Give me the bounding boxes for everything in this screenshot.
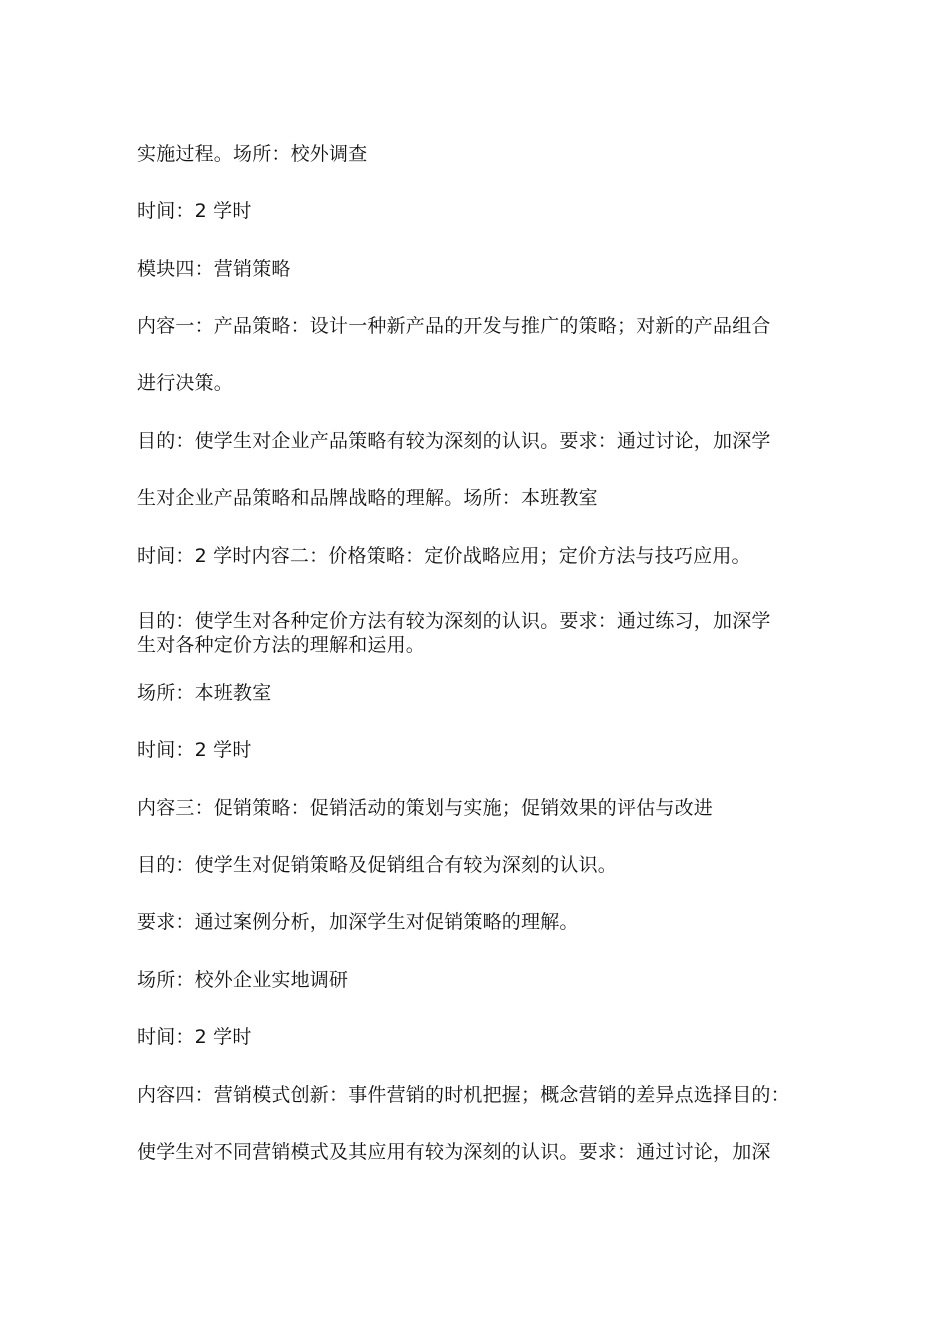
paragraph-line: 时间：2 学时 bbox=[137, 1026, 252, 1048]
paragraph-line: 生对企业产品策略和品牌战略的理解。场所：本班教室 bbox=[137, 487, 598, 509]
paragraph-line: 时间：2 学时 bbox=[137, 739, 252, 761]
paragraph-line: 使学生对不同营销模式及其应用有较为深刻的认识。要求：通过讨论，加深 bbox=[137, 1141, 771, 1163]
paragraph-line: 场所：校外企业实地调研 bbox=[137, 969, 349, 991]
paragraph-line: 目的：使学生对促销策略及促销组合有较为深刻的认识。 bbox=[137, 854, 618, 876]
paragraph-line: 场所：本班教室 bbox=[137, 682, 272, 704]
paragraph-line: 生对各种定价方法的理解和运用。 bbox=[137, 634, 426, 656]
paragraph-line: 进行决策。 bbox=[137, 372, 234, 394]
paragraph-line: 内容一：产品策略：设计一种新产品的开发与推广的策略；对新的产品组合 bbox=[137, 315, 771, 337]
paragraph-line: 内容三：促销策略：促销活动的策划与实施；促销效果的评估与改进 bbox=[137, 797, 714, 819]
paragraph-line: 模块四：营销策略 bbox=[137, 258, 291, 280]
paragraph-line: 内容四：营销模式创新：事件营销的时机把握；概念营销的差异点选择目的： bbox=[137, 1084, 790, 1106]
paragraph-line: 时间：2 学时内容二：价格策略：定价战略应用；定价方法与技巧应用。 bbox=[137, 545, 751, 567]
paragraph-line: 目的：使学生对各种定价方法有较为深刻的认识。要求：通过练习，加深学 bbox=[137, 610, 771, 632]
paragraph-line: 实施过程。场所：校外调查 bbox=[137, 143, 368, 165]
paragraph-line: 要求：通过案例分析，加深学生对促销策略的理解。 bbox=[137, 911, 579, 933]
paragraph-line: 时间：2 学时 bbox=[137, 200, 252, 222]
paragraph-line: 目的：使学生对企业产品策略有较为深刻的认识。要求：通过讨论，加深学 bbox=[137, 430, 771, 452]
